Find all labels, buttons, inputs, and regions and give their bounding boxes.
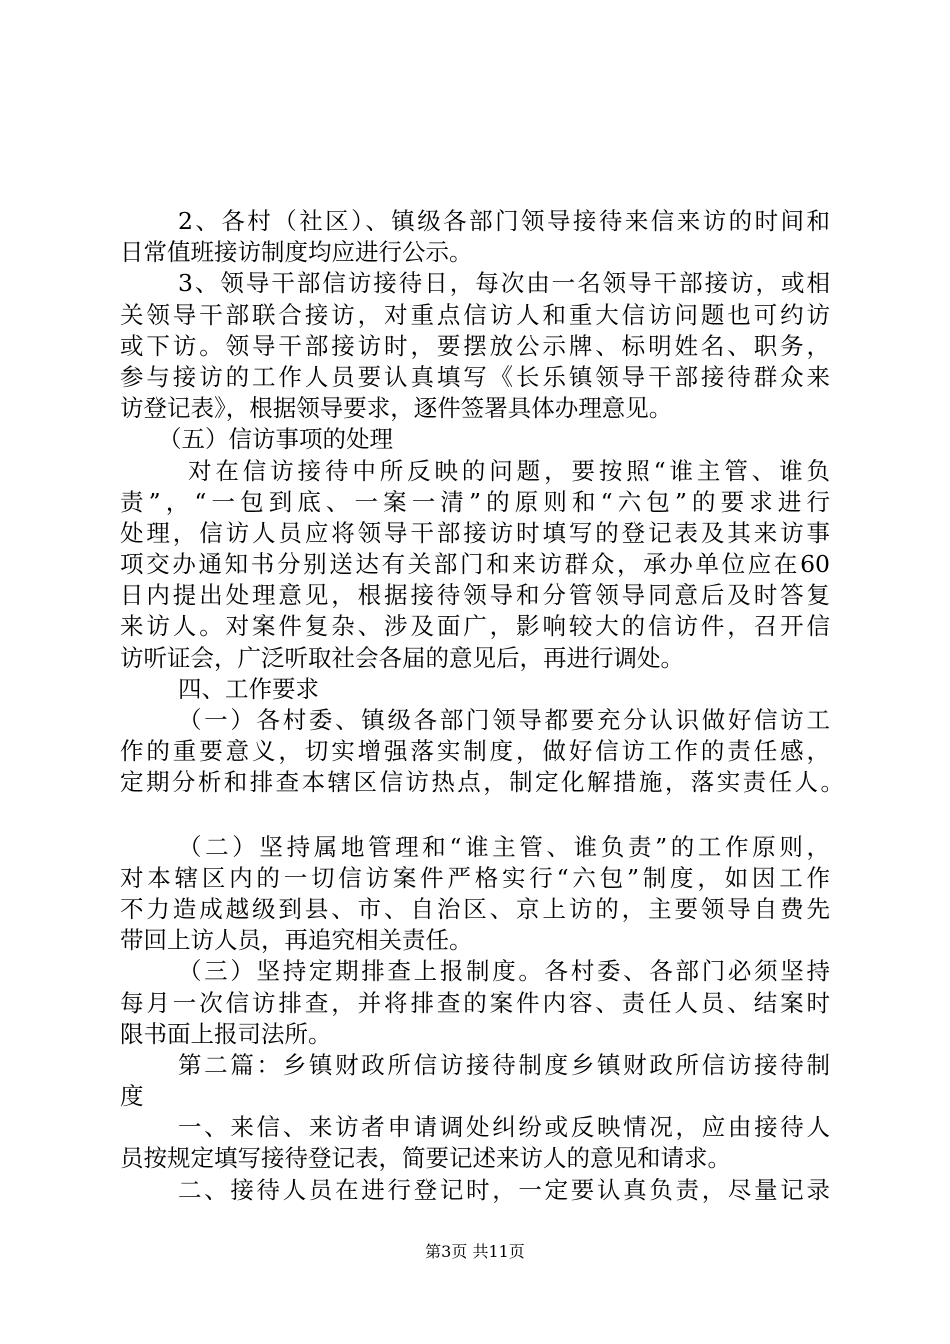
text-line xyxy=(0,300,950,331)
document-body xyxy=(0,206,950,1206)
text-line xyxy=(0,487,950,518)
line-text: 度 xyxy=(120,1082,144,1111)
line-text: 作的重要意义，切实增强落实制度，做好信访工作的责任感， xyxy=(120,737,830,766)
text-line xyxy=(0,863,950,894)
line-text: 关领导干部联合接访，对重点信访人和重大信访问题也可约访 xyxy=(120,300,830,329)
text-line xyxy=(0,331,950,362)
text-line xyxy=(0,268,950,299)
text-line xyxy=(0,705,950,736)
line-text: （三）坚持定期排查上报制度。各村委、各部门必须坚持 xyxy=(178,957,830,986)
line-text: 四、工作要求 xyxy=(178,674,319,703)
line-text: 一、来信、来访者申请调处纠纷或反映情况，应由接待人 xyxy=(178,1113,830,1142)
text-line xyxy=(0,1112,950,1143)
line-text: （二）坚持属地管理和“谁主管、谁负责”的工作原则， xyxy=(178,832,830,861)
line-text: 每月一次信访排查，并将排查的案件内容、责任人员、结案时 xyxy=(120,988,830,1017)
line-text: 对本辖区内的一切信访案件严格实行“六包”制度，如因工作 xyxy=(120,863,830,892)
text-line xyxy=(0,362,950,393)
line-text: 访听证会，广泛听取社会各届的意见后，再进行调处。 xyxy=(120,643,684,672)
text-line xyxy=(0,1143,950,1174)
line-text: 访登记表》，根据领导要求，逐件签署具体办理意见。 xyxy=(120,394,673,423)
line-text: 日内提出处理意见，根据接待领导和分管领导同意后及时答复 xyxy=(120,581,830,610)
text-line xyxy=(0,611,950,642)
text-line xyxy=(0,580,950,611)
text-line xyxy=(0,456,950,487)
text-line xyxy=(0,643,950,674)
line-text: 或下访。领导干部接访时，要摆放公示牌、标明姓名、职务， xyxy=(120,331,830,360)
blank-line xyxy=(0,799,950,832)
line-text: 参与接访的工作人员要认真填写《长乐镇领导干部接待群众来 xyxy=(120,362,830,391)
line-text: 不力造成越级到县、市、自治区、京上访的，主要领导自费先 xyxy=(120,894,830,923)
line-text: 对在信访接待中所反映的问题，要按照“谁主管、谁负 xyxy=(188,456,830,485)
text-line xyxy=(0,206,950,237)
text-line xyxy=(0,1019,950,1050)
page-footer: 第3页 共11页 xyxy=(425,1242,525,1261)
line-text: 带回上访人员，再追究相关责任。 xyxy=(120,926,473,955)
text-line xyxy=(0,674,950,705)
line-text: 定期分析和排查本辖区信访热点，制定化解措施，落实责任人。 xyxy=(120,768,844,797)
line-text: 责”，“一包到底、一案一清”的原则和“六包”的要求进行 xyxy=(120,487,830,516)
line-text: 处理，信访人员应将领导干部接访时填写的登记表及其来访事 xyxy=(120,518,830,547)
text-line xyxy=(0,424,950,455)
line-text: 第二篇：乡镇财政所信访接待制度乡镇财政所信访接待制 xyxy=(178,1050,830,1079)
line-text: 限书面上报司法所。 xyxy=(120,1019,332,1048)
text-line xyxy=(0,518,950,549)
text-line xyxy=(0,988,950,1019)
line-text: 3、领导干部信访接待日，每次由一名领导干部接访，或相 xyxy=(178,269,830,298)
line-text: 二、接待人员在进行登记时，一定要认真负责，尽量记录 xyxy=(178,1175,830,1204)
text-line xyxy=(0,767,950,798)
text-line xyxy=(0,956,950,987)
text-line xyxy=(0,1175,950,1206)
text-line xyxy=(0,736,950,767)
line-text: 员按规定填写接待登记表，简要记述来访人的意见和请求。 xyxy=(120,1144,731,1173)
line-text: 项交办通知书分别送达有关部门和来访群众，承办单位应在60 xyxy=(120,550,830,579)
line-text: 日常值班接访制度均应进行公示。 xyxy=(120,238,473,267)
line-text: （一）各村委、镇级各部门领导都要充分认识做好信访工 xyxy=(178,706,830,734)
text-line xyxy=(0,549,950,580)
text-line xyxy=(0,1050,950,1081)
text-line xyxy=(0,925,950,956)
line-text: 来访人。对案件复杂、涉及面广，影响较大的信访件，召开信 xyxy=(120,612,830,641)
text-line xyxy=(0,393,950,424)
line-text: （五）信访事项的处理 xyxy=(158,425,393,454)
text-line xyxy=(0,832,950,863)
text-line xyxy=(0,1081,950,1112)
text-line xyxy=(0,894,950,925)
line-text: 2、各村（社区）、镇级各部门领导接待来信来访的时间和 xyxy=(178,207,830,235)
text-line xyxy=(0,237,950,268)
